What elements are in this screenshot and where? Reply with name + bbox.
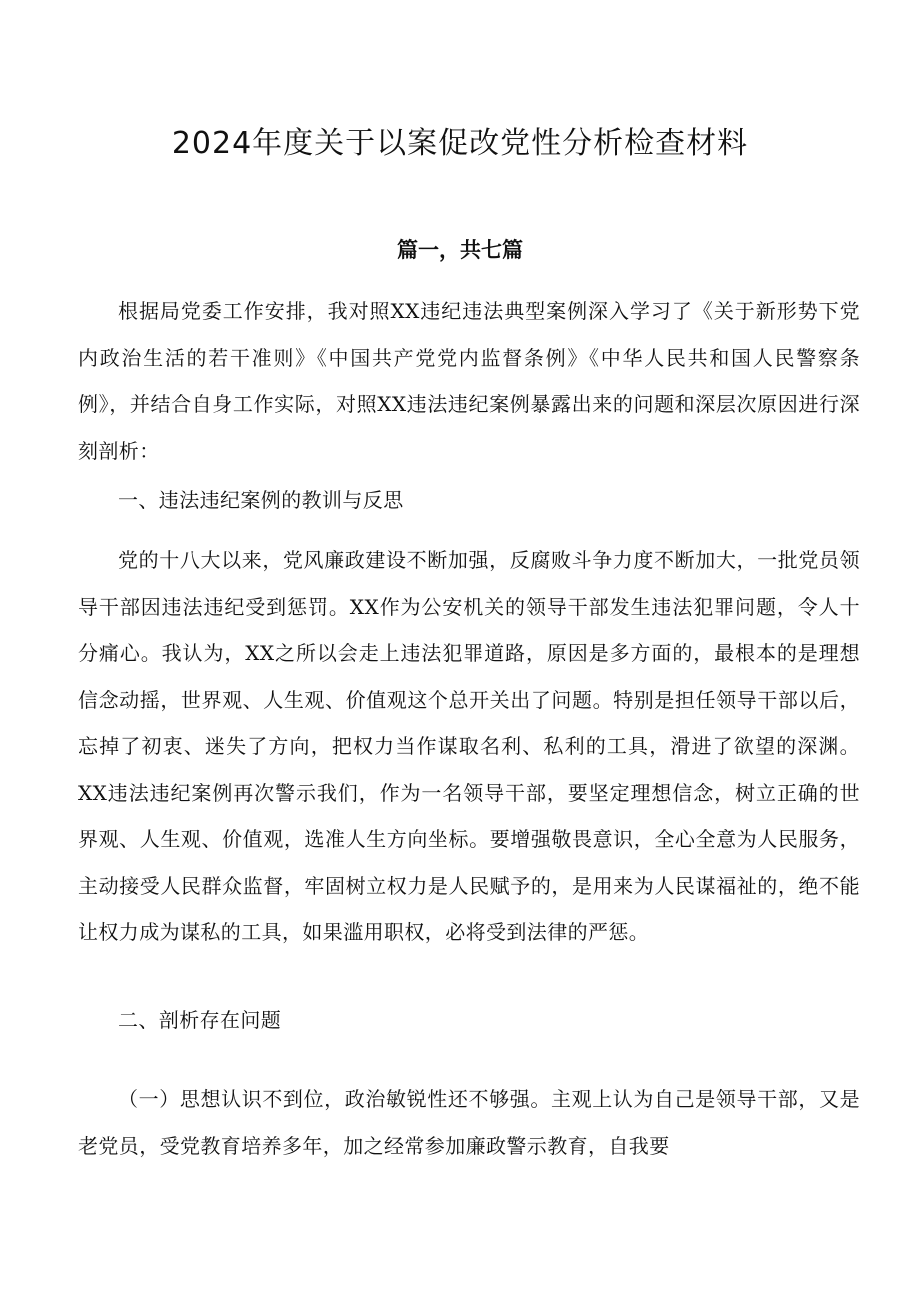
paragraph-problem-1: （一）思想认识不到位，政治敏锐性还不够强。主观上认为自己是领导干部，又是老党员，受党教育培养多年，加之经常参加廉政警示教育，自我要 <box>78 1087 860 1158</box>
section-heading-lessons: 一、违法违纪案例的教训与反思 <box>118 488 404 512</box>
section-heading-problems: 二、剖析存在问题 <box>118 1008 282 1032</box>
document-title: 2024年度关于以案促改党性分析检查材料 <box>171 126 749 161</box>
document-subtitle: 篇一，共七篇 <box>397 237 523 262</box>
paragraph-intro: 根据局党委工作安排，我对照XX违纪违法典型案例深入学习了《关于新形势下党内政治生活的若干准则》《中国共产党党内监督条例》《中华人民共和国人民警察条例》，并结合自身工作实际，对照XX违法违纪案例暴露出来的问题和深层次原因进行深刻剖析： <box>78 299 860 463</box>
paragraph-lessons: 党的十八大以来，党风廉政建设不断加强，反腐败斗争力度不断加大，一批党员领导干部因违法违纪受到惩罚。XX作为公安机关的领导干部发生违法犯罪问题，令人十分痛心。我认为，XX之所以会走上违法犯罪道路，原因是多方面的，最根本的是理想信念动摇，世界观、人生观、价值观这个总开关出了问题。特别是担任领导干部以后，忘掉了初衷、迷失了方向，把权力当作谋取名利、私利的工具，滑进了欲望的深渊。XX违法违纪案例再次警示我们，作为一名领导干部，要坚定理想信念，树立正确的世界观、人生观、价值观，选准人生方向坐标。要增强敬畏意识，全心全意为人民服务，主动接受人民群众监督，牢固树立权力是人民赋予的，是用来为人民谋福祉的，绝不能让权力成为谋私的工具，如果滥用职权，必将受到法律的严惩。 <box>78 548 860 944</box>
